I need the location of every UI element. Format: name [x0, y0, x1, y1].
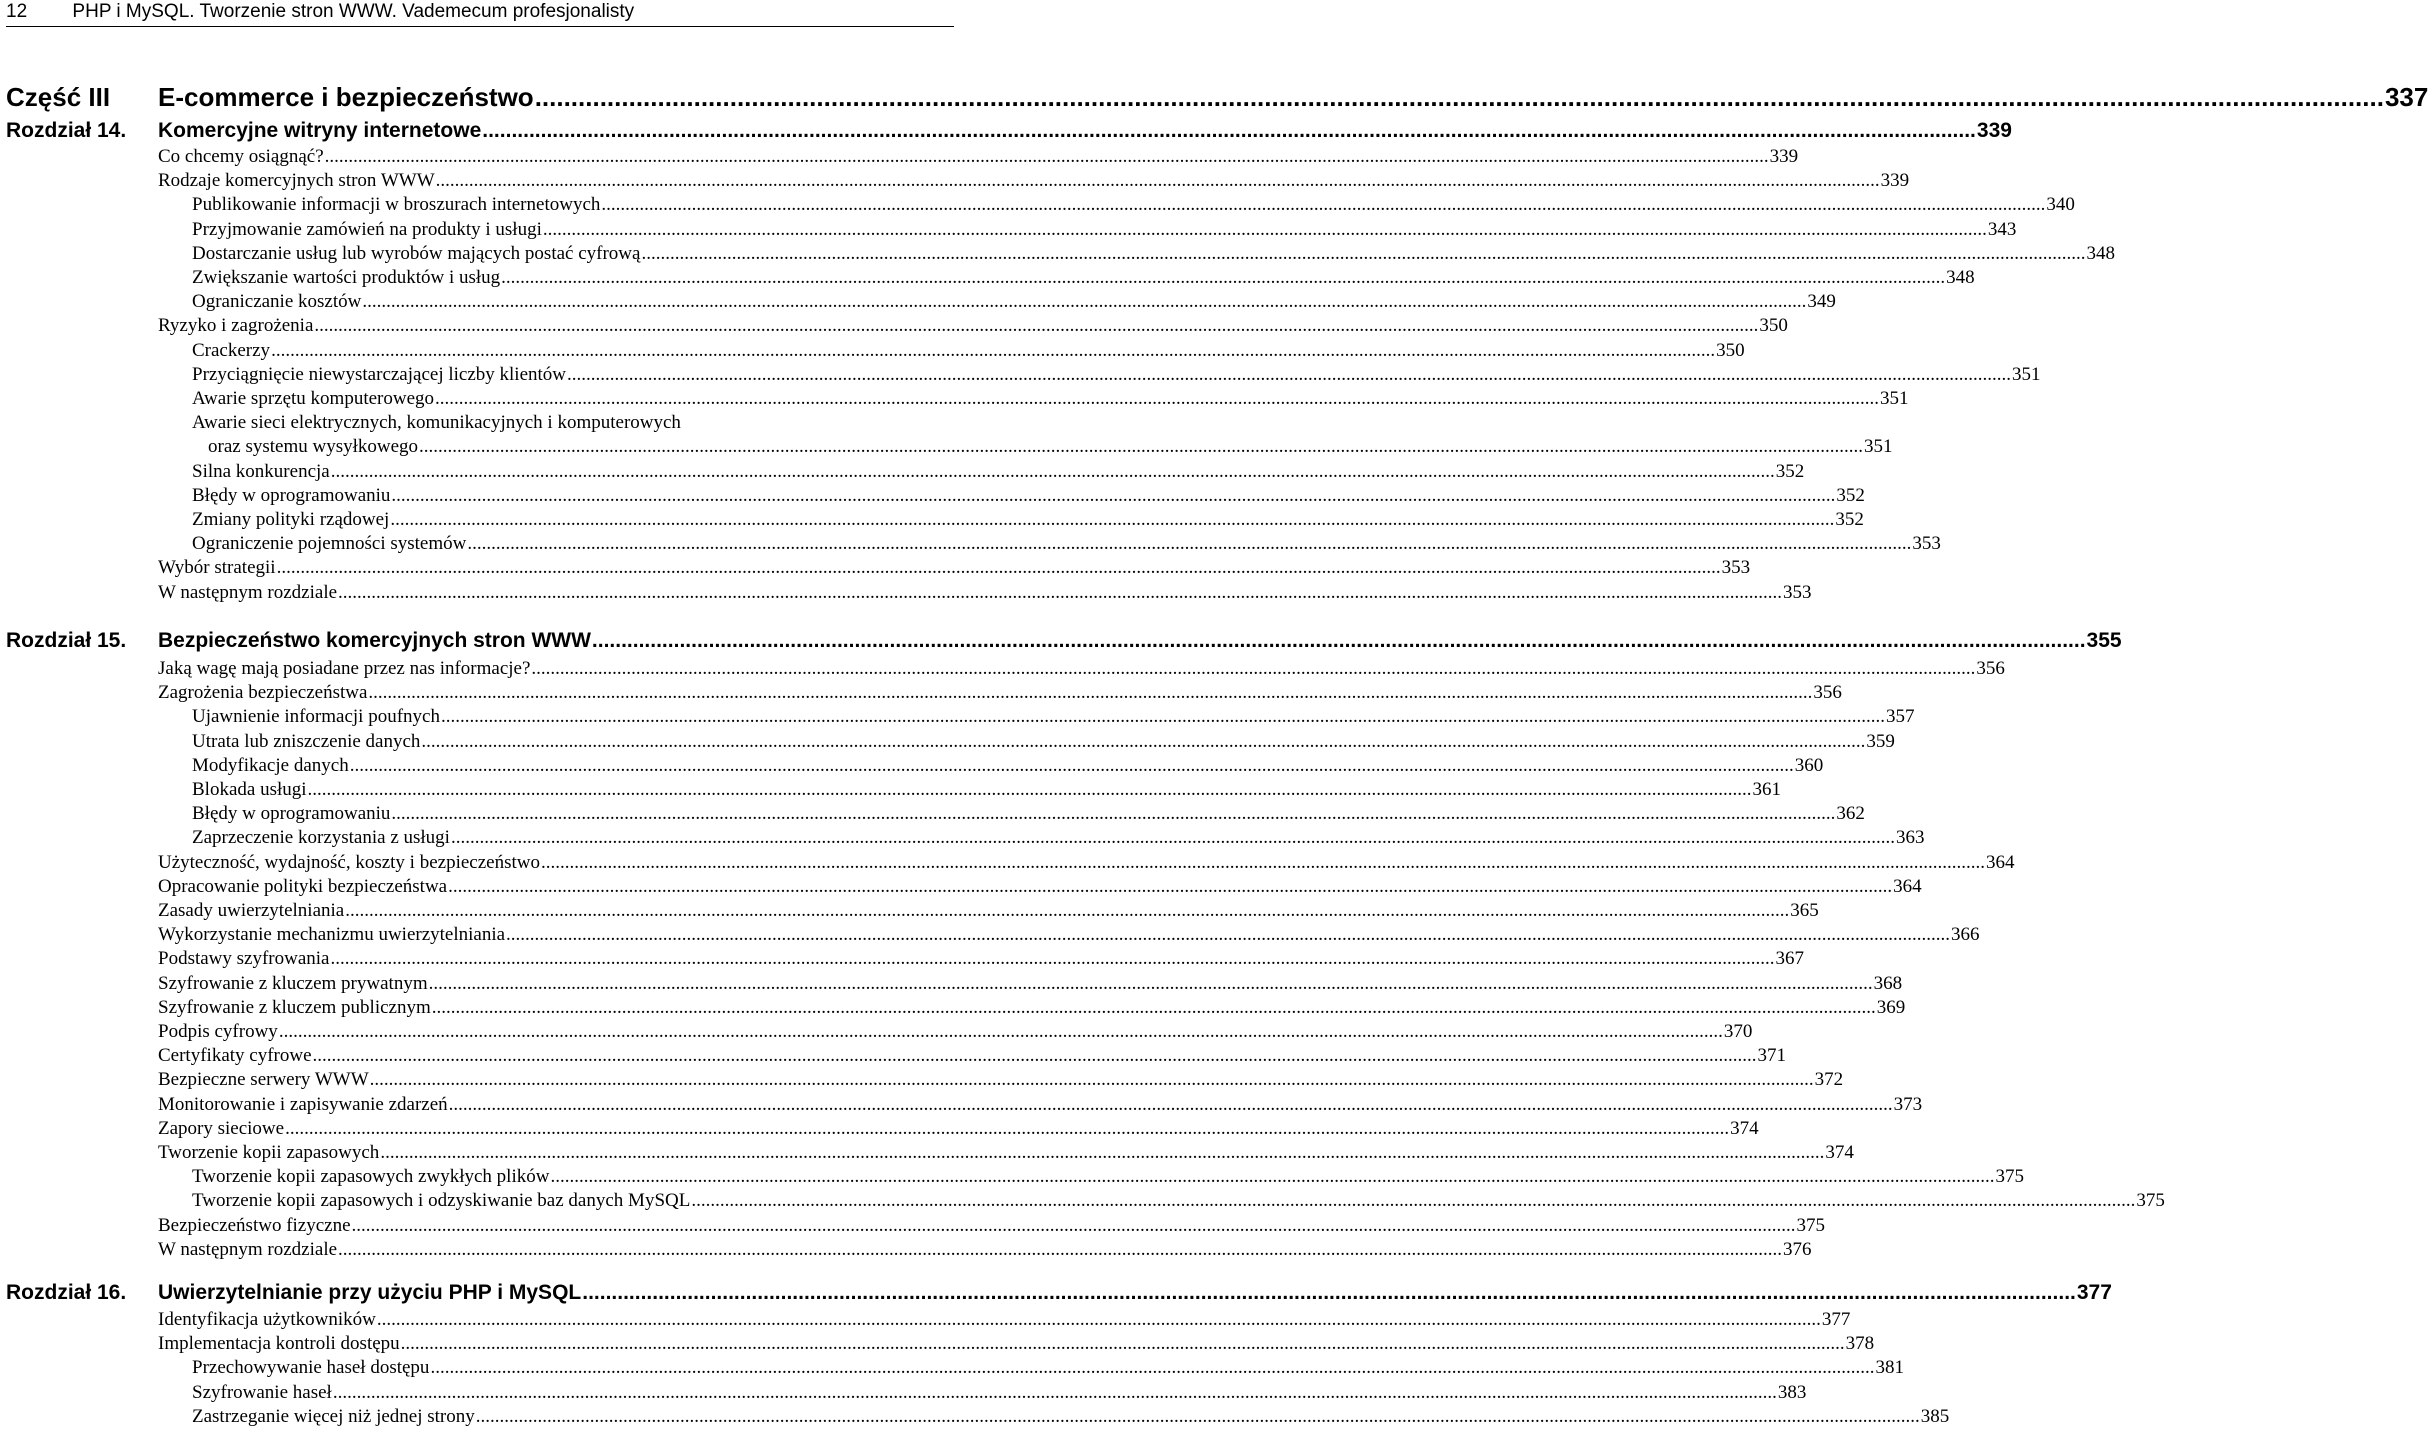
toc-entry[interactable] — [192, 363, 2041, 387]
chapter-heading — [6, 1280, 2112, 1306]
entry-title: Co chcemy osiągnąć? — [158, 146, 324, 167]
toc-entry[interactable] — [158, 145, 1799, 169]
dot-leader — [338, 1238, 1782, 1262]
dot-leader — [550, 1165, 1994, 1189]
dot-leader — [368, 681, 1812, 705]
chapter-title-line[interactable] — [158, 628, 2122, 654]
entry-title: Ograniczenie pojemności systemów — [192, 533, 467, 554]
dot-leader — [308, 778, 1752, 802]
chapter-page: 377 — [2076, 1281, 2112, 1304]
entry-page: 352 — [1836, 485, 1865, 506]
part-title-line[interactable] — [158, 82, 2428, 112]
part-label: Część III — [6, 82, 111, 112]
entry-title: Zastrzeganie więcej niż jednej strony — [192, 1406, 475, 1427]
entry-page: 373 — [1893, 1094, 1923, 1115]
entry-page: 356 — [1976, 658, 2005, 679]
dot-leader — [377, 1308, 1821, 1332]
entry-title: Blokada usługi — [192, 779, 307, 800]
dot-leader — [370, 1068, 1814, 1092]
dot-leader — [390, 508, 1834, 532]
toc-entry[interactable] — [158, 947, 1804, 971]
dot-leader — [421, 730, 1865, 754]
entry-title: Przechowywanie haseł dostępu — [192, 1357, 430, 1378]
entry-page: 374 — [1730, 1118, 1759, 1139]
toc-entry[interactable] — [158, 899, 1819, 923]
dot-leader — [435, 387, 1879, 411]
entry-title: Jaką wagę mają posiadane przez nas informacje? — [158, 658, 531, 679]
chapter-title: Uwierzytelnianie przy użyciu PHP i MySQL — [158, 1281, 582, 1304]
toc-entry[interactable] — [192, 193, 2075, 217]
entry-title: oraz systemu wysyłkowego — [208, 436, 419, 457]
entry-page: 381 — [1875, 1357, 1904, 1378]
dot-leader — [592, 628, 2086, 654]
entry-title: Zmiany polityki rządowej — [192, 509, 390, 530]
toc-entry[interactable] — [192, 754, 1824, 778]
toc-entry[interactable] — [158, 1308, 1851, 1332]
entry-title: Ujawnienie informacji poufnych — [192, 706, 440, 727]
entry-page: 359 — [1866, 731, 1895, 752]
toc-entry[interactable] — [192, 730, 1895, 754]
chapter-heading — [6, 628, 2122, 654]
page-number: 12 — [6, 1, 28, 22]
entry-page: 364 — [1893, 876, 1922, 897]
entry-page: 362 — [1836, 803, 1865, 824]
entry-page: 368 — [1873, 973, 1903, 994]
entry-page: 348 — [1946, 267, 1975, 288]
toc-entry[interactable] — [158, 1238, 1812, 1262]
entry-title: Ograniczanie kosztów — [192, 291, 362, 312]
toc-entry[interactable] — [158, 1332, 1875, 1356]
entry-title: Ryzyko i zagrożenia — [158, 315, 314, 336]
dot-leader — [338, 581, 1782, 605]
dot-leader — [391, 802, 1835, 826]
entry-title: Zagrożenia bezpieczeństwa — [158, 682, 368, 703]
entry-title: Szyfrowanie haseł — [192, 1382, 332, 1403]
toc-entry[interactable] — [158, 169, 1910, 193]
toc-entry[interactable] — [192, 1381, 1807, 1405]
entry-page: 375 — [1995, 1166, 2024, 1187]
entry-title: Podpis cyfrowy — [158, 1021, 278, 1042]
entry-page: 371 — [1757, 1045, 1787, 1066]
toc-entry[interactable] — [192, 411, 681, 435]
dot-leader — [331, 947, 1775, 971]
dot-leader — [333, 1381, 1777, 1405]
entry-title: W następnym rozdziale — [158, 1239, 338, 1260]
dot-leader — [541, 851, 1985, 875]
dot-leader — [451, 826, 1895, 850]
entry-title: Dostarczanie usług lub wyrobów mających postać cyfrową — [192, 243, 641, 264]
chapter-title: Bezpieczeństwo komercyjnych stron WWW — [158, 629, 591, 652]
chapter-title-line[interactable] — [158, 1280, 2112, 1306]
dot-leader — [313, 1044, 1757, 1068]
entry-title: Szyfrowanie z kluczem publicznym — [158, 997, 431, 1018]
dot-leader — [449, 1093, 1893, 1117]
dot-leader — [325, 145, 1769, 169]
entry-page: 385 — [1920, 1406, 1950, 1427]
chapter-title-line[interactable] — [158, 118, 2012, 144]
entry-title: Przyjmowanie zamówień na produkty i usługi — [192, 219, 542, 240]
entry-title: Przyciągnięcie niewystarczającej liczby klientów — [192, 364, 567, 385]
chapter-page: 355 — [2086, 629, 2122, 652]
entry-title: Tworzenie kopii zapasowych i odzyskiwanie baz danych MySQL — [192, 1190, 691, 1211]
toc-entry[interactable] — [192, 484, 1865, 508]
dot-leader — [430, 1356, 1874, 1380]
entry-page: 374 — [1825, 1142, 1854, 1163]
entry-page: 340 — [2046, 194, 2075, 215]
entry-page: 376 — [1783, 1239, 1812, 1260]
entry-title: Rodzaje komercyjnych stron WWW — [158, 170, 435, 191]
dot-leader — [448, 875, 1892, 899]
toc-entry[interactable] — [158, 1068, 1844, 1092]
entry-title: Tworzenie kopii zapasowych zwykłych plików — [192, 1166, 550, 1187]
toc-entry[interactable] — [192, 460, 1805, 484]
toc-entry[interactable] — [192, 532, 1941, 556]
entry-title: Podstawy szyfrowania — [158, 948, 330, 969]
toc-entry[interactable] — [158, 1044, 1787, 1068]
toc-entry[interactable] — [158, 1214, 1826, 1238]
toc-entry[interactable] — [158, 1020, 1753, 1044]
entry-title: Błędy w oprogramowaniu — [192, 803, 391, 824]
chapter-label: Rozdział 16. — [6, 1281, 127, 1304]
chapter-label: Rozdział 14. — [6, 119, 127, 142]
dot-leader — [419, 435, 1863, 459]
toc-entry[interactable] — [158, 875, 1922, 899]
entry-title: Zaprzeczenie korzystania z usługi — [192, 827, 450, 848]
entry-page: 350 — [1716, 340, 1745, 361]
entry-page: 351 — [2012, 364, 2041, 385]
part-page: 337 — [2384, 82, 2428, 112]
entry-page: 353 — [1912, 533, 1941, 554]
dot-leader — [501, 266, 1945, 290]
entry-title: Tworzenie kopii zapasowych — [158, 1142, 380, 1163]
dot-leader — [401, 1332, 1845, 1356]
dot-leader — [476, 1405, 1920, 1429]
chapter-label: Rozdział 15. — [6, 629, 127, 652]
entry-title: Zasady uwierzytelniania — [158, 900, 345, 921]
entry-title: Crackerzy — [192, 340, 271, 361]
dot-leader — [432, 996, 1876, 1020]
dot-leader — [531, 657, 1975, 681]
dot-leader — [482, 118, 1976, 144]
part-title: E-commerce i bezpieczeństwo — [158, 82, 534, 112]
page-header — [6, 0, 954, 27]
entry-page: 363 — [1895, 827, 1925, 848]
entry-title: Monitorowanie i zapisywanie zdarzeń — [158, 1094, 448, 1115]
toc-entry[interactable] — [158, 1093, 1923, 1117]
dot-leader — [567, 363, 2011, 387]
entry-page: 339 — [1880, 170, 1910, 191]
toc-entry[interactable] — [158, 1117, 1759, 1141]
dot-leader — [350, 754, 1794, 778]
toc-entry[interactable] — [158, 851, 2015, 875]
entry-page: 357 — [1885, 706, 1915, 727]
dot-leader — [279, 1020, 1723, 1044]
toc-entry[interactable] — [192, 705, 1915, 729]
dot-leader — [467, 532, 1911, 556]
dot-leader — [345, 899, 1789, 923]
entry-title: W następnym rozdziale — [158, 582, 338, 603]
toc-entry[interactable] — [192, 1405, 1950, 1429]
entry-page: 356 — [1813, 682, 1842, 703]
chapter-title: Komercyjne witryny internetowe — [158, 119, 482, 142]
entry-title: Certyfikaty cyfrowe — [158, 1045, 312, 1066]
entry-page: 383 — [1777, 1382, 1807, 1403]
part-heading — [6, 82, 2428, 112]
dot-leader — [362, 290, 1806, 314]
toc-entry[interactable] — [158, 314, 1788, 338]
dot-leader — [601, 193, 2045, 217]
dot-leader — [441, 705, 1885, 729]
dot-leader — [543, 218, 1987, 242]
entry-page: 377 — [1821, 1309, 1851, 1330]
dot-leader — [314, 314, 1758, 338]
toc-entry[interactable] — [192, 242, 2115, 266]
chapter-page: 339 — [1976, 119, 2012, 142]
running-title: PHP i MySQL. Tworzenie stron WWW. Vademecum profesjonalisty — [72, 1, 635, 22]
toc-entry[interactable] — [192, 826, 1925, 850]
entry-page: 369 — [1876, 997, 1906, 1018]
entry-page: 353 — [1783, 582, 1812, 603]
dot-leader — [429, 972, 1873, 996]
entry-title: Awarie sieci elektrycznych, komunikacyjnych i komputerowych — [192, 412, 681, 433]
toc-entry[interactable] — [192, 1189, 2165, 1213]
dot-leader — [691, 1189, 2135, 1213]
toc-entry[interactable] — [192, 802, 1865, 826]
entry-title: Zapory sieciowe — [158, 1118, 285, 1139]
entry-page: 339 — [1769, 146, 1799, 167]
toc-entry[interactable] — [192, 1356, 1904, 1380]
toc-entry[interactable] — [192, 1165, 2024, 1189]
entry-page: 343 — [1987, 219, 2017, 240]
entry-page: 353 — [1721, 557, 1751, 578]
dot-leader — [331, 460, 1775, 484]
dot-leader — [535, 82, 2384, 112]
dot-leader — [641, 242, 2085, 266]
toc-entry[interactable] — [158, 1141, 1854, 1165]
entry-title: Wybór strategii — [158, 557, 276, 578]
dot-leader — [506, 923, 1950, 947]
toc-entry[interactable] — [192, 266, 1975, 290]
entry-title: Błędy w oprogramowaniu — [192, 485, 391, 506]
entry-page: 350 — [1759, 315, 1788, 336]
entry-title: Opracowanie polityki bezpieczeństwa — [158, 876, 448, 897]
entry-title: Identyfikacja użytkowników — [158, 1309, 376, 1330]
entry-page: 352 — [1835, 509, 1864, 530]
entry-page: 348 — [2086, 243, 2115, 264]
toc-entry[interactable] — [158, 657, 2005, 681]
entry-page: 378 — [1845, 1333, 1875, 1354]
toc-entry[interactable] — [158, 923, 1980, 947]
entry-title: Wykorzystanie mechanizmu uwierzytelniania — [158, 924, 506, 945]
entry-title: Modyfikacje danych — [192, 755, 349, 776]
dot-leader — [352, 1214, 1796, 1238]
toc-entry[interactable] — [158, 972, 1903, 996]
toc-entry[interactable] — [158, 581, 1812, 605]
entry-page: 372 — [1814, 1069, 1844, 1090]
toc-entry[interactable] — [208, 435, 1893, 459]
entry-title: Silna konkurencja — [192, 461, 330, 482]
chapter-heading — [6, 118, 2012, 144]
entry-page: 361 — [1752, 779, 1782, 800]
toc-entry[interactable] — [192, 508, 1864, 532]
entry-page: 352 — [1775, 461, 1805, 482]
entry-page: 364 — [1985, 852, 2015, 873]
entry-page: 367 — [1775, 948, 1804, 969]
entry-title: Implementacja kontroli dostępu — [158, 1333, 400, 1354]
dot-leader — [271, 339, 1715, 363]
entry-page: 360 — [1794, 755, 1824, 776]
entry-page: 375 — [2136, 1190, 2165, 1211]
toc-entry[interactable] — [158, 996, 1906, 1020]
entry-title: Bezpieczeństwo fizyczne — [158, 1215, 351, 1236]
dot-leader — [582, 1280, 2076, 1306]
entry-page: 366 — [1951, 924, 1980, 945]
toc-entry[interactable] — [192, 290, 1836, 314]
toc-entry[interactable] — [192, 218, 2017, 242]
entry-title: Publikowanie informacji w broszurach internetowych — [192, 194, 601, 215]
toc-entry[interactable] — [192, 387, 1909, 411]
entry-page: 351 — [1864, 436, 1893, 457]
entry-title: Awarie sprzętu komputerowego — [192, 388, 435, 409]
entry-title: Utrata lub zniszczenie danych — [192, 731, 421, 752]
entry-title: Użyteczność, wydajność, koszty i bezpieczeństwo — [158, 852, 540, 873]
dot-leader — [436, 169, 1880, 193]
dot-leader — [285, 1117, 1729, 1141]
entry-page: 351 — [1880, 388, 1909, 409]
entry-page: 370 — [1723, 1021, 1753, 1042]
dot-leader — [380, 1141, 1824, 1165]
dot-leader — [391, 484, 1835, 508]
toc-entry[interactable] — [192, 778, 1782, 802]
entry-title: Bezpieczne serwery WWW — [158, 1069, 369, 1090]
entry-page: 375 — [1796, 1215, 1826, 1236]
entry-title: Szyfrowanie z kluczem prywatnym — [158, 973, 428, 994]
entry-page: 365 — [1790, 900, 1819, 921]
toc-entry[interactable] — [158, 681, 1842, 705]
toc-entry[interactable] — [158, 556, 1751, 580]
entry-page: 349 — [1807, 291, 1836, 312]
entry-title: Zwiększanie wartości produktów i usług — [192, 267, 501, 288]
toc-entry[interactable] — [192, 339, 1745, 363]
dot-leader — [277, 556, 1721, 580]
